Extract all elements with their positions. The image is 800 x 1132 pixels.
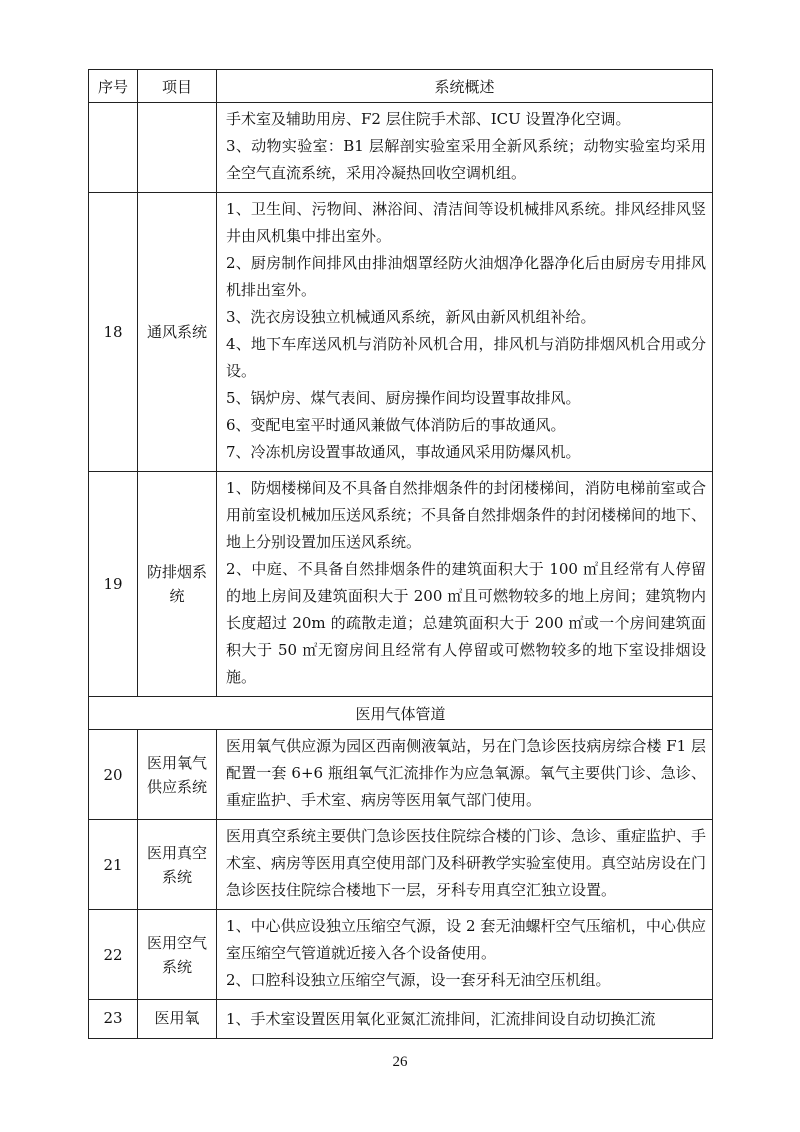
page-number: 26 <box>392 1054 408 1070</box>
row-item: 医用真空系统 <box>138 820 217 910</box>
table-header-row <box>89 70 713 103</box>
description-line: 医用真空系统主要供门急诊医技住院综合楼的门诊、急诊、重症监护、手术室、病房等医用真空使用部门及科研教学实验室使用。真空站房设在门急诊医技住院综合楼地下一层，牙科专用真空汇独立设置。 <box>226 827 707 899</box>
row-description <box>217 1000 713 1039</box>
description-line: 2、中庭、不具备自然排烟条件的建筑面积大于 100 ㎡且经常有人停留的地上房间及建筑面积大于 200 ㎡且可燃物较多的地上房间；建筑物内长度超过 20m 的疏散走道；总建筑面积大于 200 ㎡或一个房间建筑面积大于 50 ㎡无窗房间且经常有人停留或可燃物较多的地下室设排烟设施。 <box>226 560 706 686</box>
description-line: 7、冷冻机房设置事故通风，事故通风采用防爆风机。 <box>226 443 581 461</box>
row-item: 医用氧 <box>138 1000 217 1039</box>
description-line: 手术室及辅助用房、F2 层住院手术部、ICU 设置净化空调。 <box>226 110 631 128</box>
table-row <box>89 472 713 697</box>
header-desc: 系统概述 <box>217 70 713 103</box>
row-description <box>217 472 713 697</box>
row-description <box>217 730 713 820</box>
row-item: 防排烟系统 <box>138 472 217 697</box>
description-line: 医用氧气供应源为园区西南侧液氧站，另在门急诊医技病房综合楼 F1 层配置一套 6+6 瓶组氧气汇流排作为应急氧源。氧气主要供门诊、急诊、重症监护、手术室、病房等医用氧气部门使用。 <box>226 737 706 809</box>
description-line: 3、动物实验室：B1 层解剖实验室采用全新风系统；动物实验室均采用全空气直流系统，采用冷凝热回收空调机组。 <box>226 137 706 182</box>
description-line: 1、防烟楼梯间及不具备自然排烟条件的封闭楼梯间，消防电梯前室或合用前室设机械加压送风系统；不具备自然排烟条件的封闭楼梯间的地下、地上分别设置加压送风系统。 <box>226 479 707 551</box>
row-number: 18 <box>89 193 138 472</box>
header-no: 序号 <box>89 70 138 103</box>
table-row <box>89 910 713 1000</box>
description-line: 4、地下车库送风机与消防补风机合用，排风机与消防排烟风机合用或分设。 <box>226 335 706 380</box>
section-title: 医用气体管道 <box>89 697 713 730</box>
row-number: 22 <box>89 910 138 1000</box>
row-item: 医用氧气供应系统 <box>138 730 217 820</box>
description-line: 6、变配电室平时通风兼做气体消防后的事故通风。 <box>226 416 566 434</box>
row-description <box>217 910 713 1000</box>
row-description <box>217 193 713 472</box>
description-line: 2、厨房制作间排风由排油烟罩经防火油烟净化器净化后由厨房专用排风机排出室外。 <box>226 254 706 299</box>
description-line: 1、卫生间、污物间、淋浴间、清洁间等设机械排风系统。排风经排风竖井由风机集中排出室外。 <box>226 200 706 245</box>
description-line: 1、中心供应设独立压缩空气源，设 2 套无油螺杆空气压缩机，中心供应室压缩空气管道就近接入各个设备使用。 <box>226 917 706 962</box>
header-item: 项目 <box>138 70 217 103</box>
row-number: 20 <box>89 730 138 820</box>
row-item: 医用空气系统 <box>138 910 217 1000</box>
table-row <box>89 193 713 472</box>
row-number: 19 <box>89 472 138 697</box>
system-overview-table <box>88 69 713 1039</box>
row-description <box>217 820 713 910</box>
row-description <box>217 103 713 193</box>
description-line: 2、口腔科设独立压缩空气源，设一套牙科无油空压机组。 <box>226 971 611 989</box>
section-row <box>89 697 713 730</box>
row-item: 通风系统 <box>138 193 217 472</box>
row-number <box>89 103 138 193</box>
document-table-container <box>88 69 713 1039</box>
description-line: 5、锅炉房、煤气表间、厨房操作间均设置事故排风。 <box>226 389 581 407</box>
description-line: 1、手术室设置医用氧化亚氮汇流排间，汇流排间设自动切换汇流 <box>226 1010 656 1028</box>
table-row <box>89 1000 713 1039</box>
description-line: 3、洗衣房设独立机械通风系统，新风由新风机组补给。 <box>226 308 596 326</box>
table-row <box>89 730 713 820</box>
row-item <box>138 103 217 193</box>
table-row <box>89 103 713 193</box>
table-row <box>89 820 713 910</box>
row-number: 23 <box>89 1000 138 1039</box>
row-number: 21 <box>89 820 138 910</box>
